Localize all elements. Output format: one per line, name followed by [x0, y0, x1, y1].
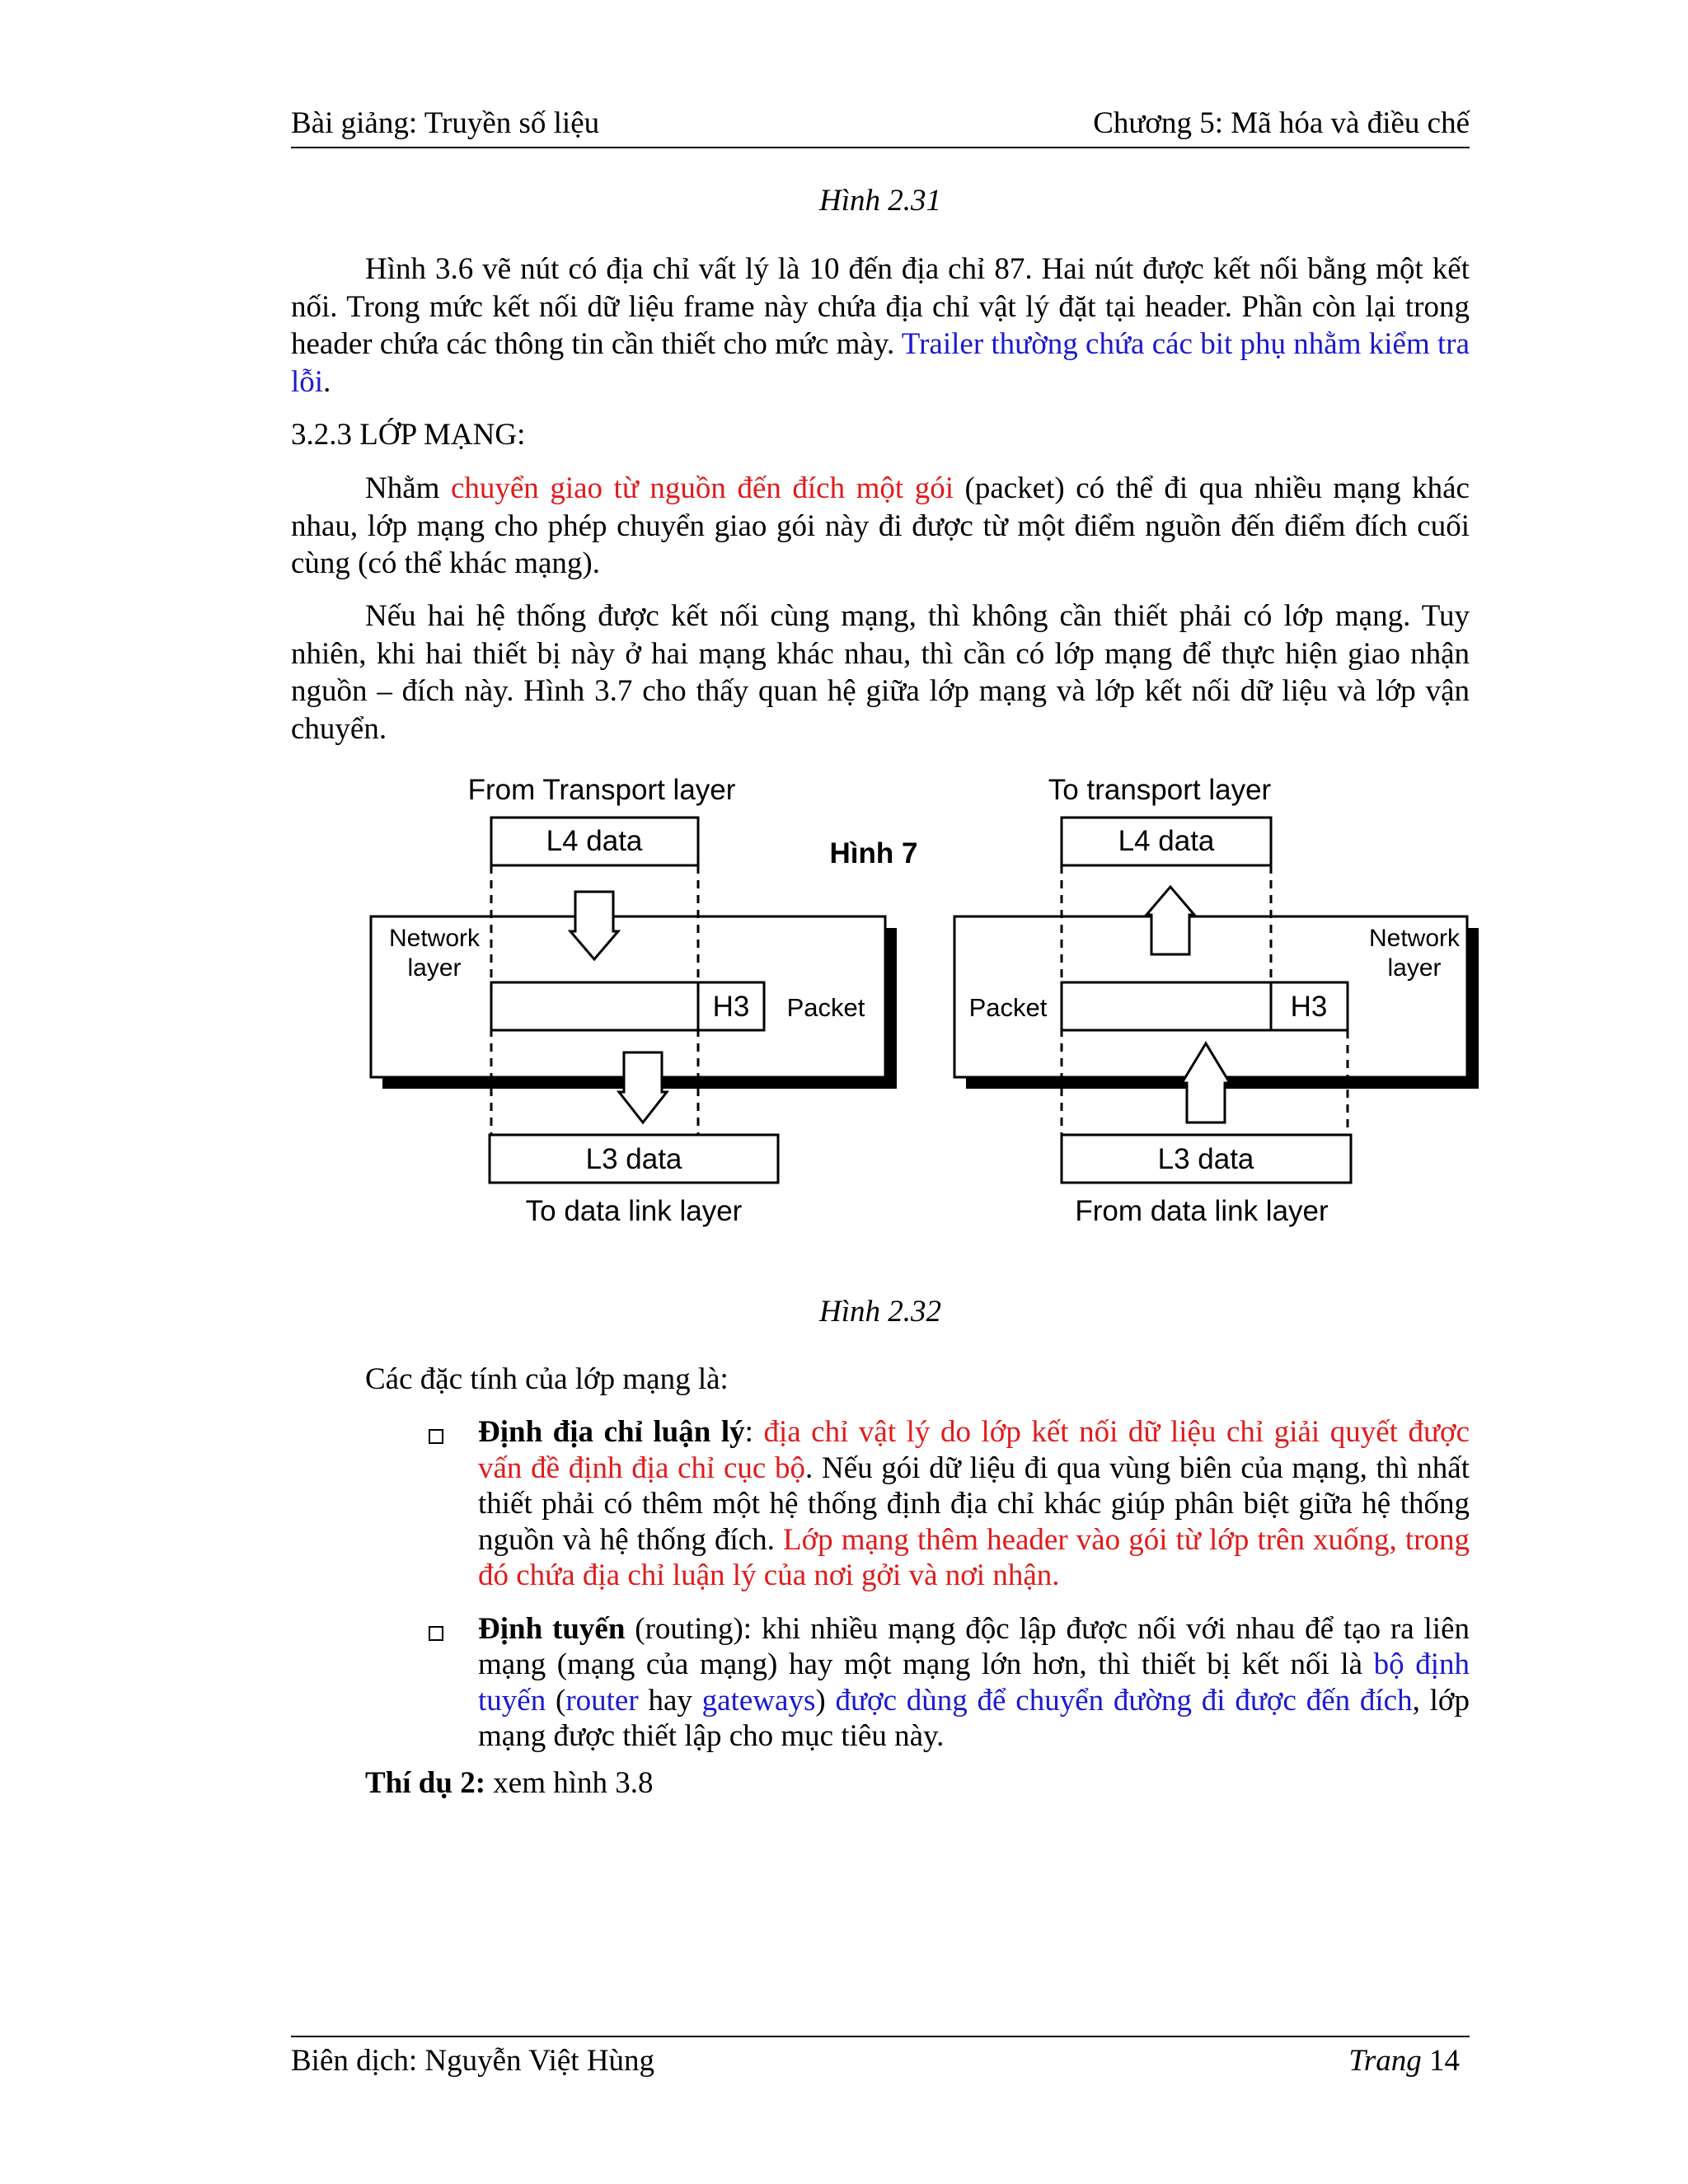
section-heading: 3.2.3 LỚP MẠNG: — [291, 418, 526, 452]
left-bottom-label: To data link layer — [525, 1195, 743, 1227]
left-l4-label: L4 data — [546, 825, 643, 857]
header-chapter-title: Chương 5: Mã hóa và điều chế — [1093, 106, 1470, 140]
example-line: Thí dụ 2: xem hình 3.8 — [365, 1766, 654, 1800]
right-network-label-1: Network — [1368, 925, 1461, 952]
list-item: Định địa chỉ luận lý: địa chỉ vật lý do lớp kết nối dữ liệu chỉ giải quyết được vấn đề định địa chỉ cục bộ. Nếu gói dữ liệu đi qua vùng biên của mạng, thì nhất thiết phải có thêm một hệ thống định địa chỉ khác giúp phân biệt giữa hệ thống nguồn và hệ thống đích. Lớp mạng thêm header vào gói từ lớp trên xuống, trong đó chứa địa chỉ luận lý của nơi gởi và nơi nhận. — [478, 1414, 1470, 1594]
figure-caption-2-32: Hình 2.32 — [819, 1295, 941, 1329]
right-up-arrow-upper — [1146, 887, 1194, 954]
paragraph-physical-address: Hình 3.6 vẽ nút có địa chỉ vất lý là 10 đến địa chỉ 87. Hai nút được kết nối bằng một kết nối. Trong mức kết nối dữ liệu frame này chứa địa chỉ vật lý đặt tại header. Phần còn lại trong header chứa các thông tin cần thiết cho mức mày. Trailer thường chứa các bit phụ nhằm kiểm tra lỗi. — [291, 252, 1470, 399]
left-l3-label: L3 data — [585, 1143, 682, 1175]
right-top-label: To transport layer — [1048, 774, 1272, 806]
left-h3-label: H3 — [712, 991, 750, 1023]
right-network-label-2: layer — [1387, 954, 1442, 982]
right-bottom-label: From data link layer — [1075, 1195, 1329, 1227]
left-diagram — [371, 774, 897, 1227]
header-course-title: Bài giảng: Truyền số liệu — [291, 106, 600, 140]
left-top-label: From Transport layer — [467, 774, 736, 806]
left-network-label-1: Network — [388, 925, 481, 952]
list-item: Định tuyến (routing): khi nhiều mạng độc lập được nối với nhau để tạo ra liên mạng (mạng của mạng) hay một mạng lớn hơn, thì thiết bị kết nối là bộ định tuyến (router hay gateways) được dùng để chuyển đường đi được đến đích, lớp mạng được thiết lập cho mục tiêu này. — [478, 1611, 1470, 1755]
right-h3-label: H3 — [1290, 991, 1328, 1023]
figure-caption-2-31: Hình 2.31 — [819, 184, 941, 218]
right-packet-data-cell — [1062, 982, 1271, 1030]
right-diagram — [954, 774, 1479, 1227]
left-packet-data-cell — [491, 982, 698, 1030]
right-l3-label: L3 data — [1157, 1143, 1254, 1175]
page-footer — [291, 2036, 1470, 2085]
footer-translator: Biên dịch: Nguyễn Việt Hùng — [291, 2044, 655, 2078]
network-layer-features — [478, 1414, 1470, 1772]
right-packet-label: Packet — [968, 993, 1048, 1022]
paragraph-network-layer-purpose: Nhằm chuyển giao từ nguồn đến đích một gói (packet) có thể đi qua nhiều mạng khác nhau, lớp mạng cho phép chuyển giao gói này đi được từ một điểm nguồn đến điểm đích cuối cùng (có thể khác mạng). — [291, 471, 1470, 580]
square-bullet-icon — [429, 1429, 443, 1444]
left-network-label-2: layer — [407, 954, 462, 982]
footer-page: Trang 14 — [1348, 2044, 1460, 2078]
paragraph-network-layer-relation: Nếu hai hệ thống được kết nối cùng mạng, thì không cần thiết phải có lớp mạng. Tuy nhiên, khi hai thiết bị này ở hai mạng khác nhau, thì cần có lớp mạng để thực hiện giao nhận nguồn – đích này. Hình 3.7 cho thấy quan hệ giữa lớp mạng và lớp kết nối dữ liệu và lớp vận chuyển. — [291, 599, 1470, 746]
list-intro: Các đặc tính của lớp mạng là: — [365, 1362, 729, 1396]
left-packet-label: Packet — [786, 993, 865, 1022]
square-bullet-icon — [429, 1626, 443, 1641]
left-down-arrow-lower — [619, 1052, 667, 1122]
right-l4-label: L4 data — [1118, 825, 1215, 857]
figure-title: Hình 7 — [829, 837, 918, 869]
